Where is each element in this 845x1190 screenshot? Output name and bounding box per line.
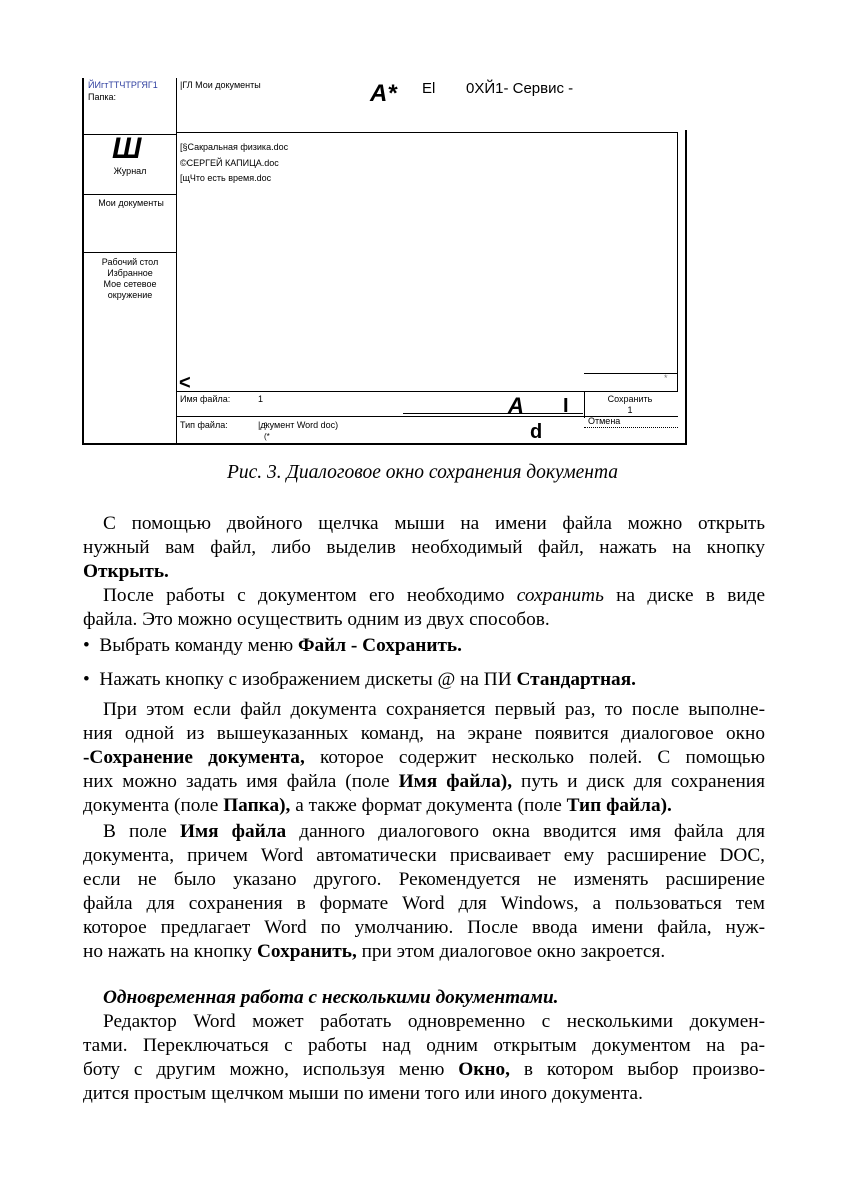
sidebar-item-journal[interactable]: Журнал [113,166,147,176]
text-span: Выбрать команду меню [99,635,298,656]
sidebar-item-favorites[interactable]: Избранное [107,268,153,278]
paragraph-4-line-3: если не было указано другого. Рекомендуется не изменять расширение [83,869,765,890]
file-list [180,140,288,187]
save-button-term: Сохранить, [256,941,357,962]
sidebar-item-network-2[interactable]: окружение [107,290,153,300]
bullet-item-1: • Выбрать команду меню Файл - Сохранить. [83,635,462,656]
filetype-select[interactable]: |дͦкумент Word doc) [258,420,339,430]
folder-term: Папка), [223,795,291,816]
text-span: них можно задать имя файла (поле [83,771,399,792]
window-menu-term: Окно, [458,1059,510,1080]
toolbar-a-icon[interactable]: А* [370,80,397,107]
filename-input[interactable]: 1 [258,394,264,404]
journal-icon: Ш [112,132,142,165]
artifact-d: d [530,421,543,443]
folder-label: Папка: [88,92,116,102]
filetype-term: Тип файла). [566,795,672,816]
paragraph-5-line-1: Редактор Word может работать одновременно с несколькими докумен- [103,1011,765,1032]
text-span: на диске в виде [603,585,766,606]
section-heading-text: Одновременная работа с несколькими документами. [103,987,559,1008]
paragraph-1-line-3 [83,560,765,584]
file-item[interactable]: ©СЕРГЕЙ КАПИЦА.doc [180,157,279,168]
paragraph-3-line-1: При этом если файл документа сохраняется первый раз, то после выполне- [103,699,765,720]
save-button-edge [584,392,585,418]
filename-term: Имя файла), [398,771,513,792]
text-span: данного диалогового окна вводится имя файла для [286,821,766,842]
text-span: но нажать на кнопку [83,941,257,962]
sidebar-places-group [84,257,176,301]
menu-command-term: Файл - Сохранить. [297,635,462,656]
toolbar-garbled: ЙИгтТТЧТРГЯГ1 [88,80,158,90]
filename-term: Имя файла [179,821,287,842]
sidebar-item-desktop[interactable]: Рабочий стол [101,257,159,267]
filename-underline [403,413,583,414]
text-span: при этом диалоговое окно закроется. [356,941,666,962]
file-item[interactable]: [щЧто есть время.doc [180,173,272,183]
file-list-right [677,132,678,392]
dialog-bottom-border [82,443,687,445]
sidebar-sep-2 [82,194,177,195]
paragraph-4-line-2: документа, причем Word автоматически присваивает ему расширение DOC, [83,845,765,866]
bullet-item-2: • Нажать кнопку с изображением дискеты @ на ПИ Стандартная. [83,669,636,690]
tools-menu[interactable]: 0ХЙ1- Сервис - [466,80,574,97]
paragraph-4-line-6 [83,940,765,964]
text-span: В поле [103,821,180,842]
artifact-a: А [508,393,524,418]
sidebar-sep-3 [82,252,177,253]
save-button[interactable] [588,394,672,416]
file-item[interactable]: [§Сакральная физика.doc [180,142,289,152]
file-list-top [176,132,678,133]
figure-caption: Рис. 3. Диалоговое окно сохранения документа [226,462,619,483]
paragraph-1-line-2: нужный вам файл, либо выделив необходимый файл, нажать на кнопку [83,537,765,558]
body-text [83,512,765,1106]
text-span: Нажать кнопку с изображением дискеты @ на ПИ [99,669,517,690]
paragraph-3-line-5 [83,794,765,818]
paragraph-5-line-4: дится простым щелчком мыши по имени того или иного документа. [83,1083,643,1104]
paragraph-3-line-4 [83,770,765,794]
open-term: Открыть. [83,561,169,582]
paragraph-2-line-1 [83,584,765,608]
artifact-bar: I [563,395,569,417]
folder-select[interactable]: |ГЛ Мои документы [180,80,261,90]
cancel-button[interactable]: Отмена [588,416,621,426]
paragraph-4-line-5: которое предлагает Word по умолчанию. После ввода имени файла, нуж- [83,917,765,938]
text-span: путь и диск для сохранения [512,771,765,792]
text-span: которое содержит несколько полей. С помощью [304,747,765,768]
save-button-label: Сохранить [607,394,653,404]
sidebar-item-network[interactable]: Мое сетевое [103,279,157,289]
file-list-bottom [176,391,678,392]
text-span: а также формат документа (поле [290,795,567,816]
scroll-left-icon[interactable]: < [179,372,191,394]
paragraph-5-line-2: тами. Переключаться с работы над одним открытым документом на ра- [83,1035,765,1056]
filename-label: Имя файла: [180,394,231,404]
paragraph-4-line-1 [83,820,765,844]
cancel-underline [584,427,678,428]
text-span: боту с другим можно, используя меню [83,1059,459,1080]
toolbar-term: Стандартная. [516,669,636,690]
text-span: в котором выбор произво- [509,1059,765,1080]
save-button-sub: 1 [627,405,633,415]
sidebar-item-my-docs[interactable]: Мои документы [98,198,164,208]
filetype-label: Тип файла: [180,420,228,430]
paragraph-3-line-3 [83,746,765,770]
save-term: сохранить [516,585,604,606]
text-span: документа (поле [83,795,224,816]
section-heading [83,986,765,1010]
paragraph-4-line-4: файла для сохранения в формате Word для Windows, а пользоваться тем [83,893,765,914]
toolbar-el-icon[interactable]: El [422,80,436,97]
paragraph-1-line-1: С помощью двойного щелчка мыши на имени файла можно открыть [103,513,765,534]
paragraph-3-line-2: ния одной из вышеуказанных команд, на экране появится диалоговое окно [83,723,765,744]
dialog-right-border [685,130,687,444]
scroll-dot: * [664,373,668,383]
text-span: После работы с документом его необходимо [103,585,517,606]
dialog-term: -Сохранение документа, [83,747,305,768]
filetype-mark: (* [264,432,270,441]
paragraph-5-line-3 [83,1058,765,1082]
paragraph-2-line-2: файла. Это можно осуществить одним из двух способов. [83,609,550,630]
